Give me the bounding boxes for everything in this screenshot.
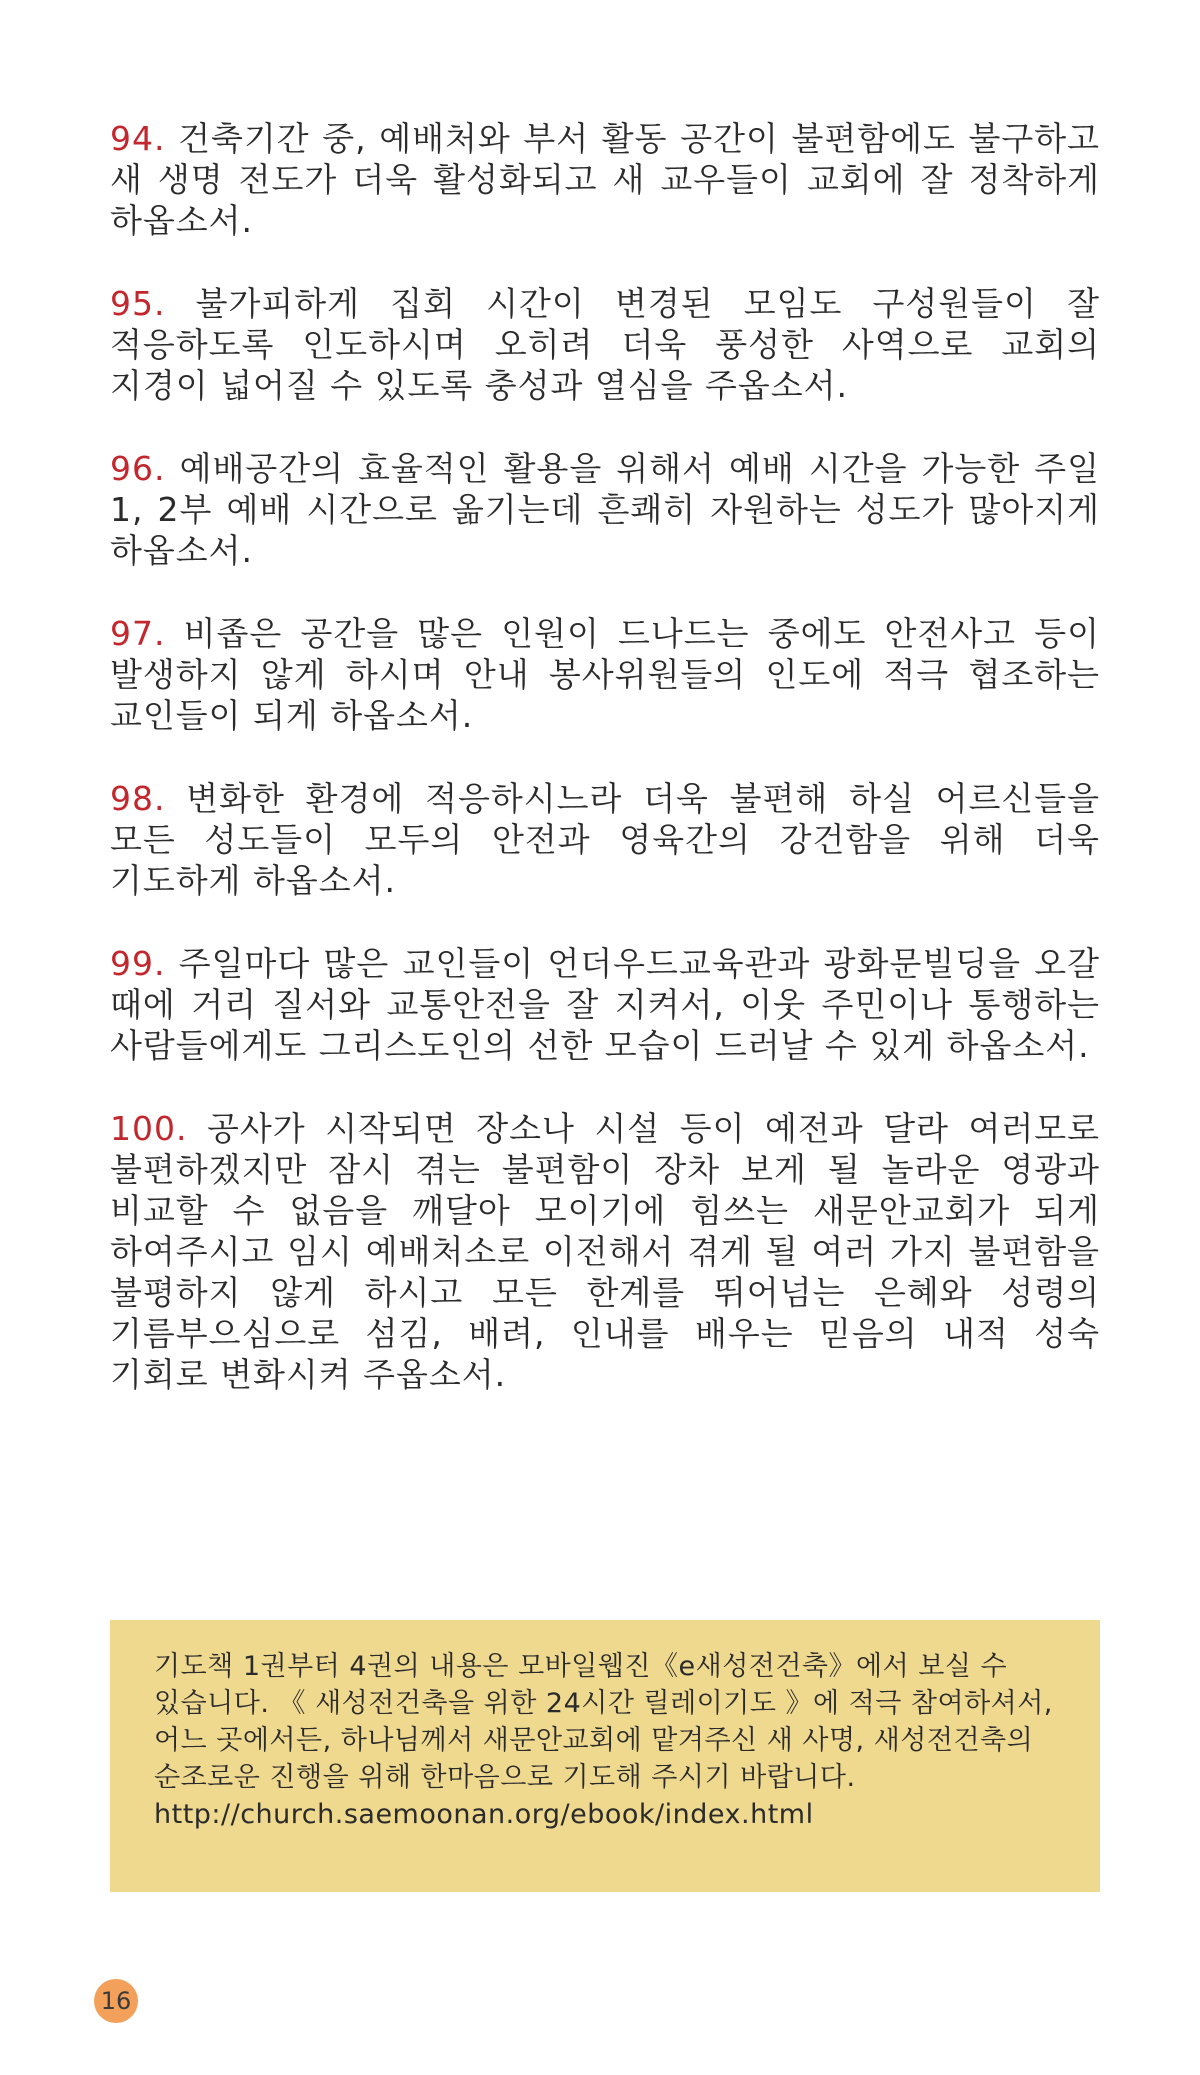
prayer-item-100 — [110, 1108, 1100, 1395]
prayer-text: 비좁은 공간을 많은 인원이 드나드는 중에도 안전사고 등이 발생하지 않게 하시며 안내 봉사위원들의 인도에 적극 협조하는 교인들이 되게 하옵소서. — [110, 614, 1100, 735]
prayer-item-95 — [110, 283, 1100, 406]
prayer-number: 98. — [110, 779, 166, 818]
prayer-number: 96. — [110, 449, 166, 488]
prayer-item-98 — [110, 778, 1100, 901]
prayer-number: 94. — [110, 119, 166, 158]
prayer-number: 99. — [110, 944, 166, 983]
prayer-item-94 — [110, 118, 1100, 241]
prayer-text: 불가피하게 집회 시간이 변경된 모임도 구성원들이 잘 적응하도록 인도하시며 오히려 더욱 풍성한 사역으로 교회의 지경이 넓어질 수 있도록 충성과 열심을 주옵소서. — [110, 284, 1100, 405]
prayer-number: 95. — [110, 284, 166, 323]
prayer-text: 주일마다 많은 교인들이 언더우드교육관과 광화문빌딩을 오갈 때에 거리 질서와 교통안전을 잘 지켜서, 이웃 주민이나 통행하는 사람들에게도 그리스도인의 선한 모습이 드러날 수 있게 하옵소서. — [110, 944, 1100, 1065]
prayer-number: 97. — [110, 614, 166, 653]
prayer-text: 건축기간 중, 예배처와 부서 활동 공간이 불편함에도 불구하고 새 생명 전도가 더욱 활성화되고 새 교우들이 교회에 잘 정착하게 하옵소서. — [110, 119, 1100, 240]
info-box-text: 기도책 1권부터 4권의 내용은 모바일웹진《e새성전건축》에서 보실 수 있습니다. 《 새성전건축을 위한 24시간 릴레이기도 》에 적극 참여하셔서, 어느 곳에서든, 하나님께서 새문안교회에 맡겨주신 새 사명, 새성전건축의 순조로운 진행을 위해 한마음으로 기도해 주시기 바랍니다. — [154, 1651, 1053, 1793]
prayer-text: 공사가 시작되면 장소나 시설 등이 예전과 달라 여러모로 불편하겠지만 잠시 겪는 불편함이 장차 보게 될 놀라운 영광과 비교할 수 없음을 깨달아 모이기에 힘쓰는 새문안교회가 되게 하여주시고 임시 예배처소로 이전해서 겪게 될 여러 가지 불편함을 불평하지 않게 하시고 모든 한계를 뛰어넘는 은혜와 성령의 기름부으심으로 섬김, 배려, 인내를 배우는 믿음의 내적 성숙 기회로 변화시켜 주옵소서. — [110, 1109, 1101, 1394]
page-number-badge: 16 — [94, 1979, 138, 2023]
prayer-list — [110, 118, 1100, 1437]
ebook-url-link[interactable]: http://church.saemoonan.org/ebook/index.html — [154, 1799, 814, 1830]
prayer-item-96 — [110, 448, 1100, 571]
prayer-number: 100. — [110, 1109, 188, 1148]
prayer-text: 변화한 환경에 적응하시느라 더욱 불편해 하실 어르신들을 모든 성도들이 모두의 안전과 영육간의 강건함을 위해 더욱 기도하게 하옵소서. — [110, 779, 1100, 900]
info-box — [110, 1620, 1100, 1892]
prayer-item-99 — [110, 943, 1100, 1066]
prayer-item-97 — [110, 613, 1100, 736]
prayer-text: 예배공간의 효율적인 활용을 위해서 예배 시간을 가능한 주일 1, 2부 예배 시간으로 옮기는데 흔쾌히 자원하는 성도가 많아지게 하옵소서. — [110, 449, 1100, 570]
